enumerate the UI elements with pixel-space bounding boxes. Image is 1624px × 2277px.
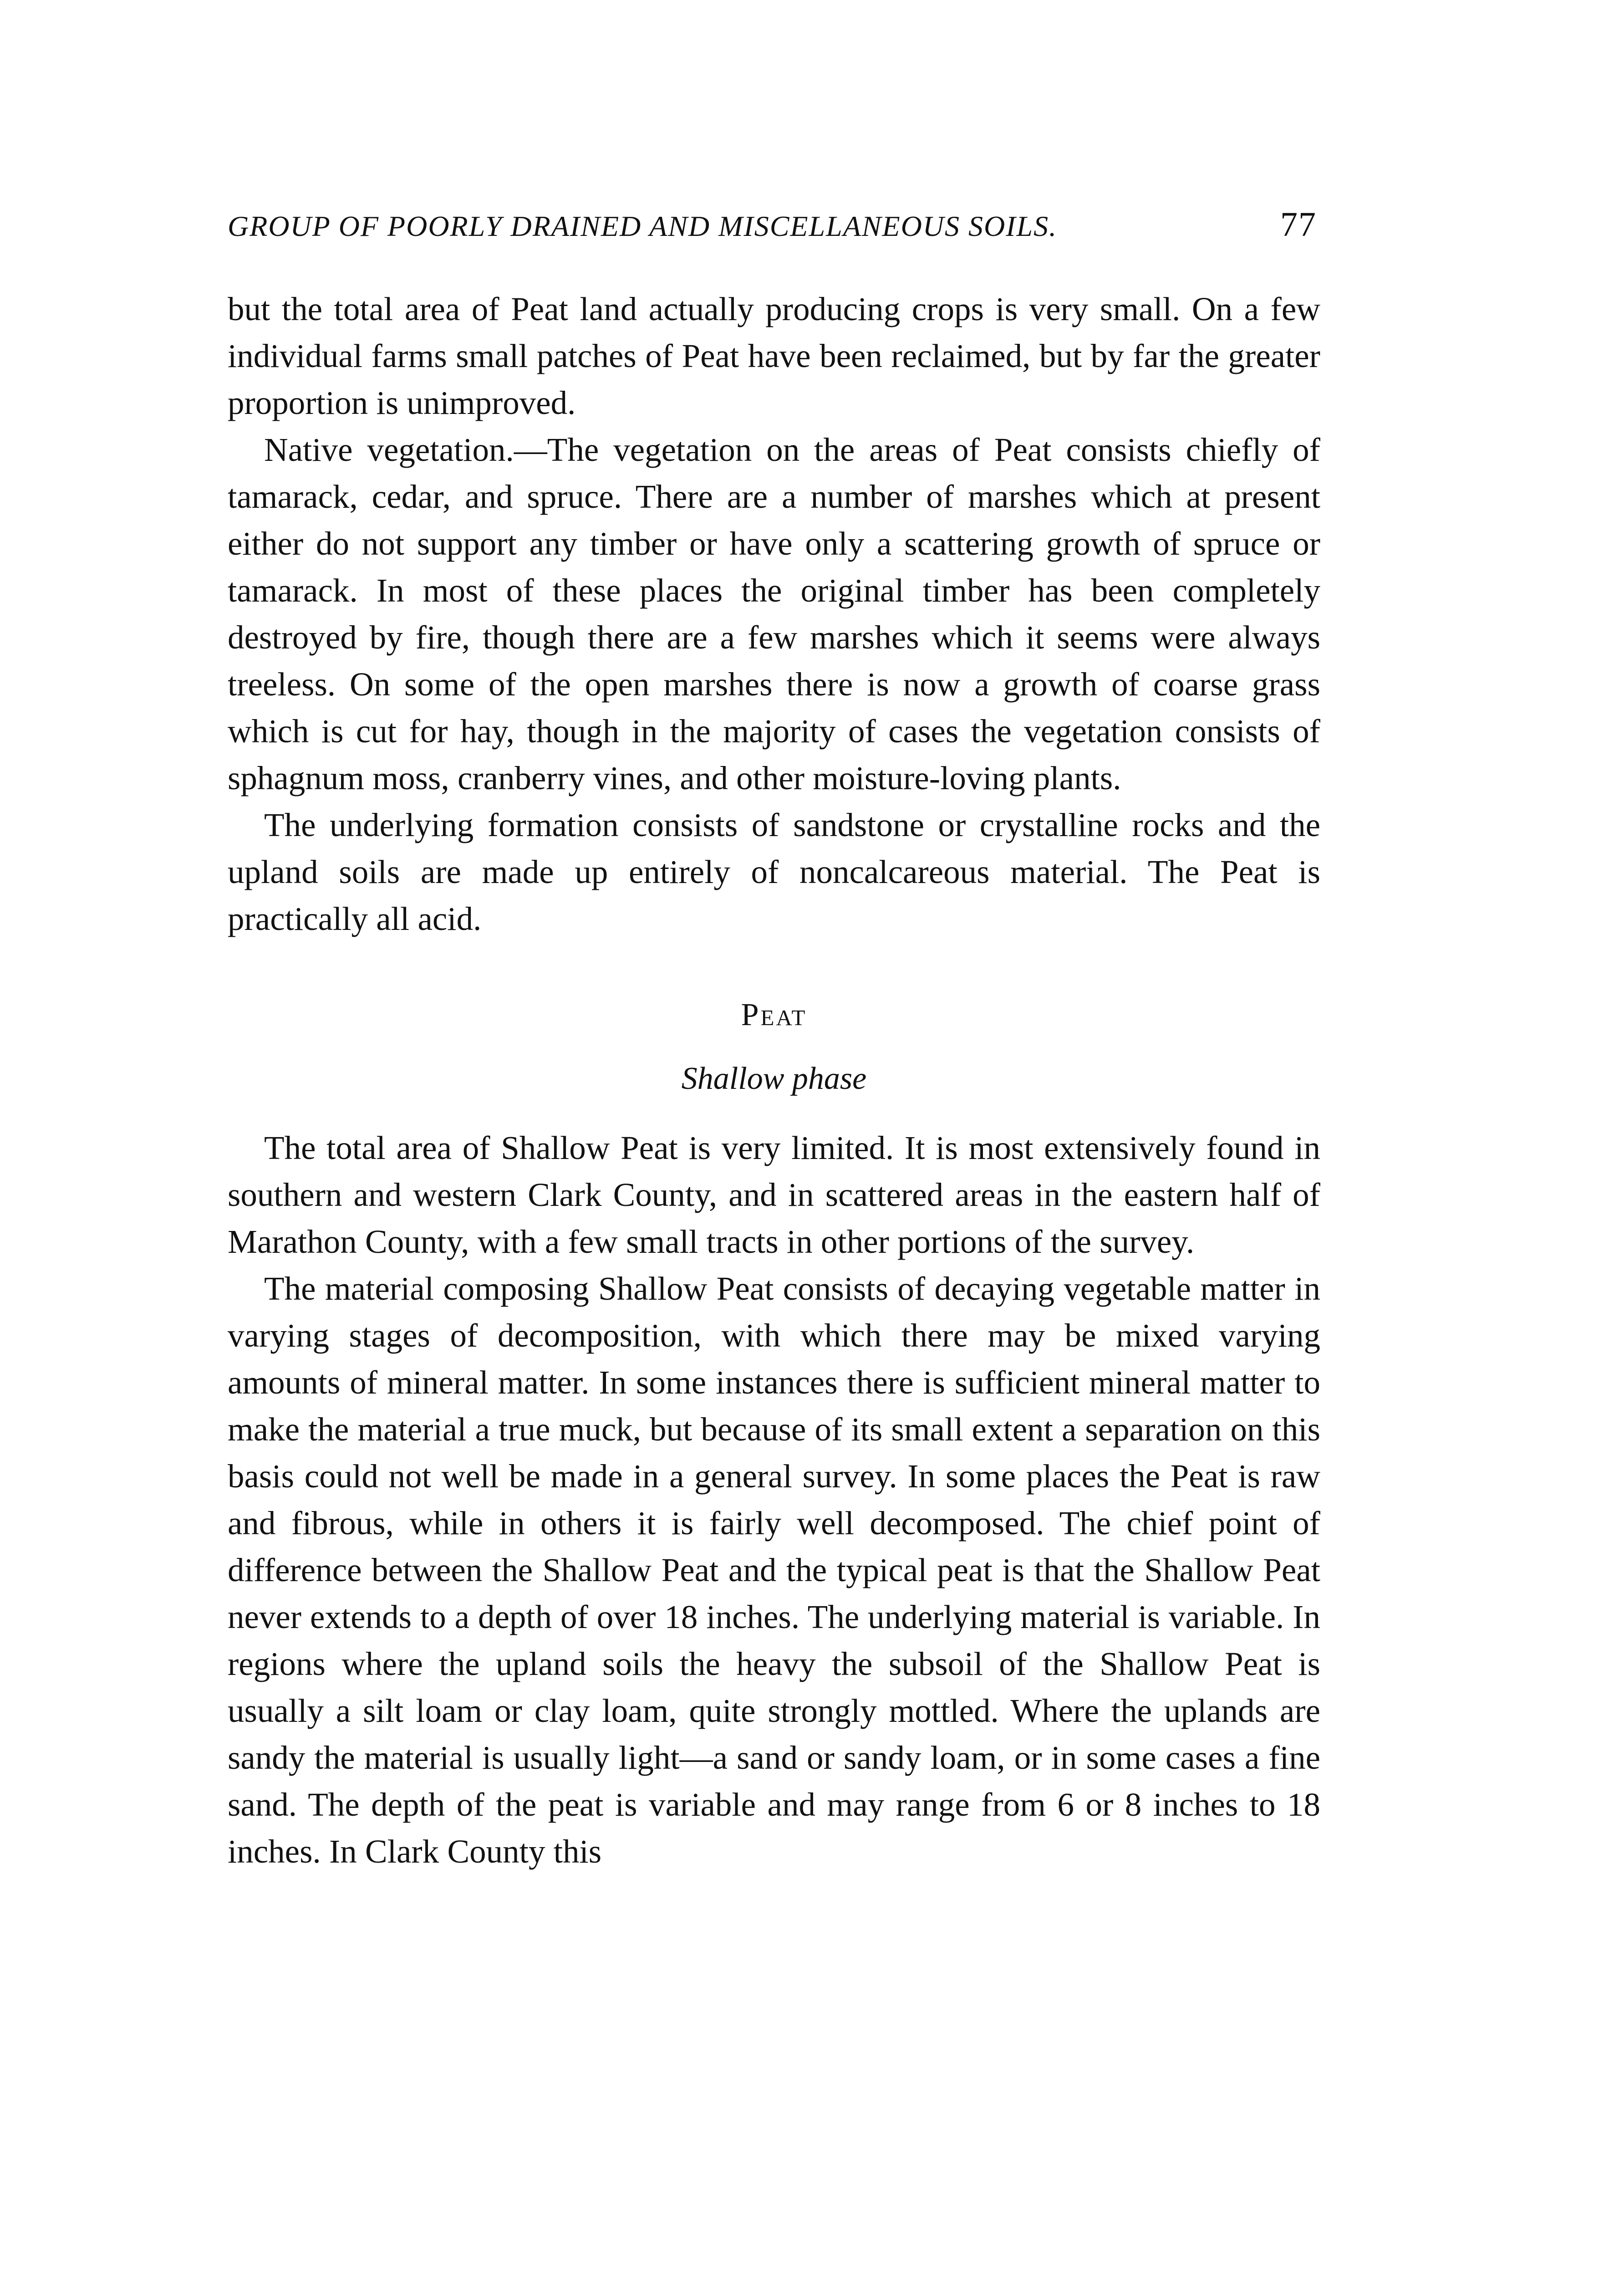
paragraph-underlying-formation: The underlying formation consists of sandstone or crystalline rocks and the upland soils are made up entirely of noncalcareous material. The Peat is practically all acid.: [228, 807, 1320, 937]
paragraph-continuation: but the total area of Peat land actually producing crops is very small. On a few individual farms small patches of Peat have been reclaimed, but by far the greater proportion is unimproved.: [228, 291, 1320, 421]
page-number: 77: [1280, 205, 1317, 244]
running-title: GROUP OF POORLY DRAINED AND MISCELLANEOUS SOILS.: [228, 210, 1058, 242]
section-title: Peat: [741, 997, 807, 1032]
paragraph-material: The material composing Shallow Peat consists of decaying vegetable matter in varying stages of decomposition, with which there may be mixed varying amounts of mineral matter. In some instances there is sufficient mineral matter to make the material a true muck, but because of its small extent a separation on this basis could not well be made in a general survey. In some places the Peat is raw and fibrous, while in others it is fairly well decomposed. The chief point of difference between the Shallow Peat and the typical peat is that the Shallow Peat never extends to a depth of over 18 inches. The underlying material is variable. In regions where the upland soils the heavy the subsoil of the Shallow Peat is usually a silt loam or clay loam, quite strongly mottled. Where the uplands are sandy the material is usually light—a sand or sandy loam, or in some cases a fine sand. The depth of the peat is variable and may range from 6 or 8 inches to 18 inches. In Clark County this: [228, 1270, 1320, 1870]
subsection-title: Shallow phase: [681, 1061, 867, 1096]
paragraph-total-area: The total area of Shallow Peat is very limited. It is most extensively found in southern and western Clark County, and in scattered areas in the eastern half of Marathon County, with a few small tracts in other portions of the survey.: [228, 1129, 1320, 1260]
running-header: [228, 205, 1320, 245]
book-page: [228, 205, 1320, 1875]
paragraph-native-vegetation: Native vegetation.—The vegetation on the areas of Peat consists chiefly of tamarack, cedar, and spruce. There are a number of marshes which at present either do not support any timber or have only a scattering growth of spruce or tamarack. In most of these places the original timber has been completely destroyed by fire, though there are a few marshes which it seems were always treeless. On some of the open marshes there is now a growth of coarse grass which is cut for hay, though in the majority of cases the vegetation consists of sphagnum moss, cranberry vines, and other moisture-loving plants.: [228, 431, 1320, 796]
